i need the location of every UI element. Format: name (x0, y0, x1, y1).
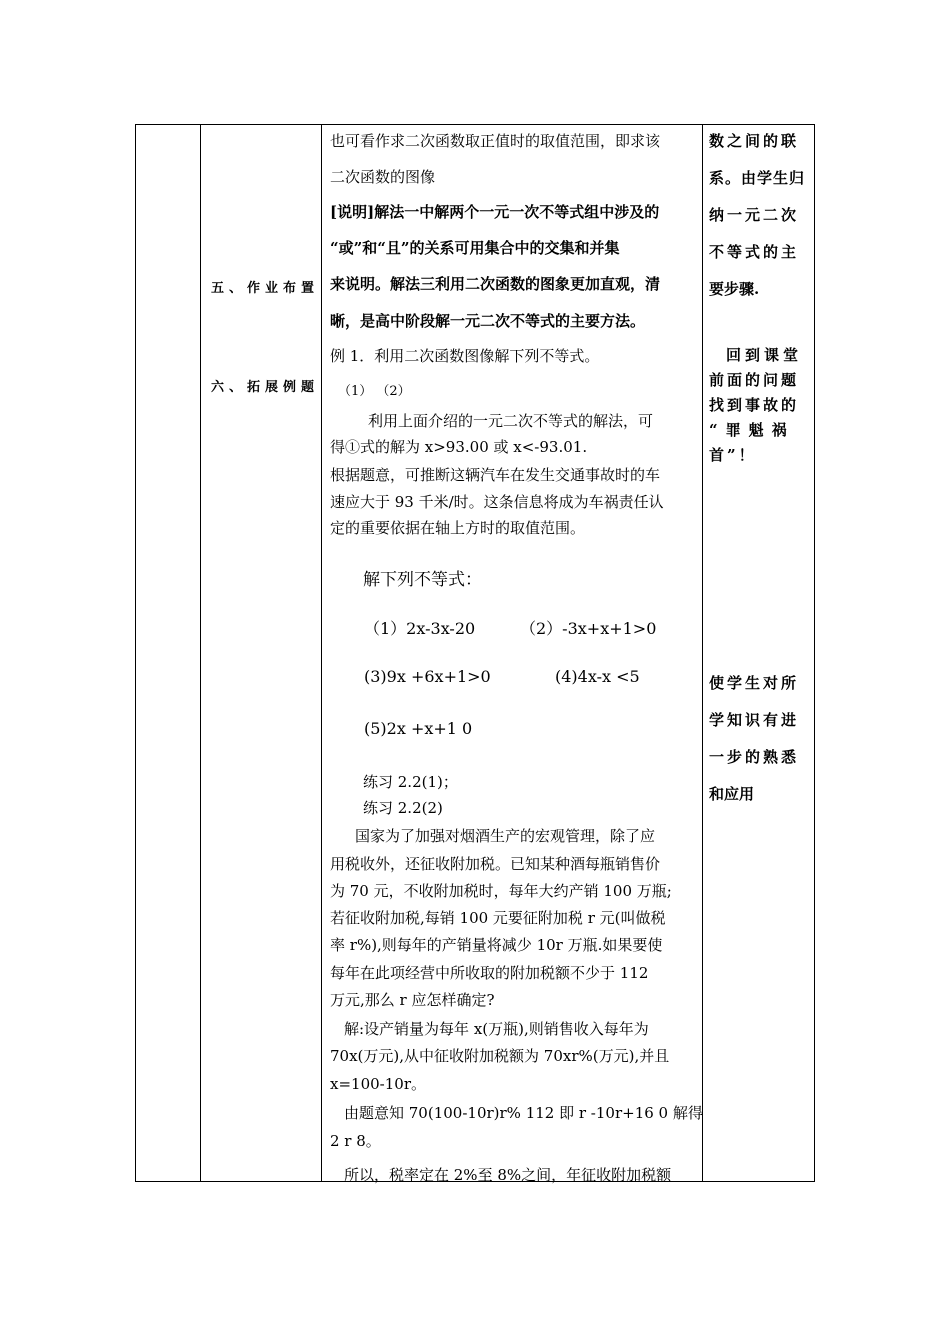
note-line: 和应用 (709, 785, 755, 803)
column-divider (321, 125, 322, 1181)
inequality-5: (5)2x +x+1 0 (364, 719, 473, 738)
note-line: “罪魁祸 (709, 421, 795, 439)
note-line: 学知识有进 (709, 711, 800, 729)
problem-line: 国家为了加强对烟酒生产的宏观管理，除了应 (355, 827, 656, 845)
example-title: 例 1．利用二次函数图像解下列不等式。 (330, 347, 600, 365)
content-line: 定的重要依据在轴上方时的取值范围。 (330, 519, 586, 537)
solution-line: 70x(万元),从中征收附加税额为 70xr%(万元),并且 (330, 1047, 670, 1065)
problem-line: 为 70 元，不收附加税时，每年大约产销 100 万瓶; (330, 882, 672, 900)
problem-line: 若征收附加税,每销 100 元要征附加税 r 元(叫做税 (330, 909, 666, 927)
content-line: 根据题意，可推断这辆汽车在发生交通事故时的车 (330, 466, 661, 484)
solution-line: 由题意知 70(100-10r)r% 112 即 r -10r+16 0 解得 (344, 1104, 703, 1122)
content-line: 利用上面介绍的一元二次不等式的解法，可 (368, 412, 654, 430)
note-line: 要步骤. (709, 280, 760, 298)
inequality-1: （1）2x-3x-20 (364, 619, 476, 638)
problem-line: 万元,那么 r 应怎样确定? (330, 991, 495, 1009)
section-heading-homework: 五、作业布置 (211, 281, 320, 296)
note-line: 回到课堂 (726, 346, 803, 364)
solution-line: 所以，税率定在 2%至 8%之间，年征收附加税额 (344, 1166, 672, 1184)
note-line: 来说明。解法三利用二次函数的图象更加直观，清 (330, 275, 661, 293)
content-line: 得①式的解为 x>93.00 或 x<-93.01. (330, 438, 588, 456)
inequality-2: （2）-3x+x+1>0 (520, 619, 657, 638)
inequality-4: (4)4x-x <5 (555, 667, 640, 686)
content-line: 速应大于 93 千米/时。这条信息将成为车祸责任认 (330, 493, 664, 511)
column-divider (702, 125, 703, 1181)
content-line: 也可看作求二次函数取正值时的取值范围，即求该 (330, 132, 661, 150)
note-line: 数之间的联 (709, 132, 800, 150)
note-line: 不等式的主 (709, 243, 800, 261)
note-line: 一步的熟悉 (709, 748, 800, 766)
note-line: 找到事故的 (709, 396, 800, 414)
note-line: 前面的问题 (709, 371, 800, 389)
solution-line: 解:设产销量为每年 x(万瓶),则销售收入每年为 (344, 1020, 649, 1038)
note-line: 晰，是高中阶段解一元二次不等式的主要方法。 (330, 312, 646, 330)
note-line: 系。由学生归 (709, 169, 806, 187)
example-parts: （1） （2） (338, 384, 411, 399)
content-line: 二次函数的图像 (330, 168, 436, 186)
note-line: 首”！ (709, 446, 757, 464)
practice-line: 练习 2.2(2) (363, 799, 443, 817)
note-line: [说明]解法一中解两个一元一次不等式组中涉及的 (330, 203, 660, 221)
problem-line: 率 r%),则每年的产销量将减少 10r 万瓶.如果要使 (330, 936, 663, 954)
exercise-title: 解下列不等式： (363, 570, 482, 590)
problem-line: 用税收外，还征收附加税。已知某种酒每瓶销售价 (330, 855, 661, 873)
note-line: “或”和“且”的关系可用集合中的交集和并集 (330, 239, 620, 257)
section-heading-extension: 六、拓展例题 (211, 380, 320, 395)
solution-line: 2 r 8。 (330, 1132, 381, 1150)
problem-line: 每年在此项经营中所收取的附加税额不少于 112 (330, 964, 649, 982)
note-line: 使学生对所 (709, 674, 800, 692)
note-line: 纳一元二次 (709, 206, 800, 224)
column-divider (200, 125, 201, 1181)
inequality-3: (3)9x +6x+1>0 (364, 667, 491, 686)
solution-line: x=100-10r。 (330, 1075, 426, 1093)
practice-line: 练习 2.2(1)； (363, 773, 458, 791)
